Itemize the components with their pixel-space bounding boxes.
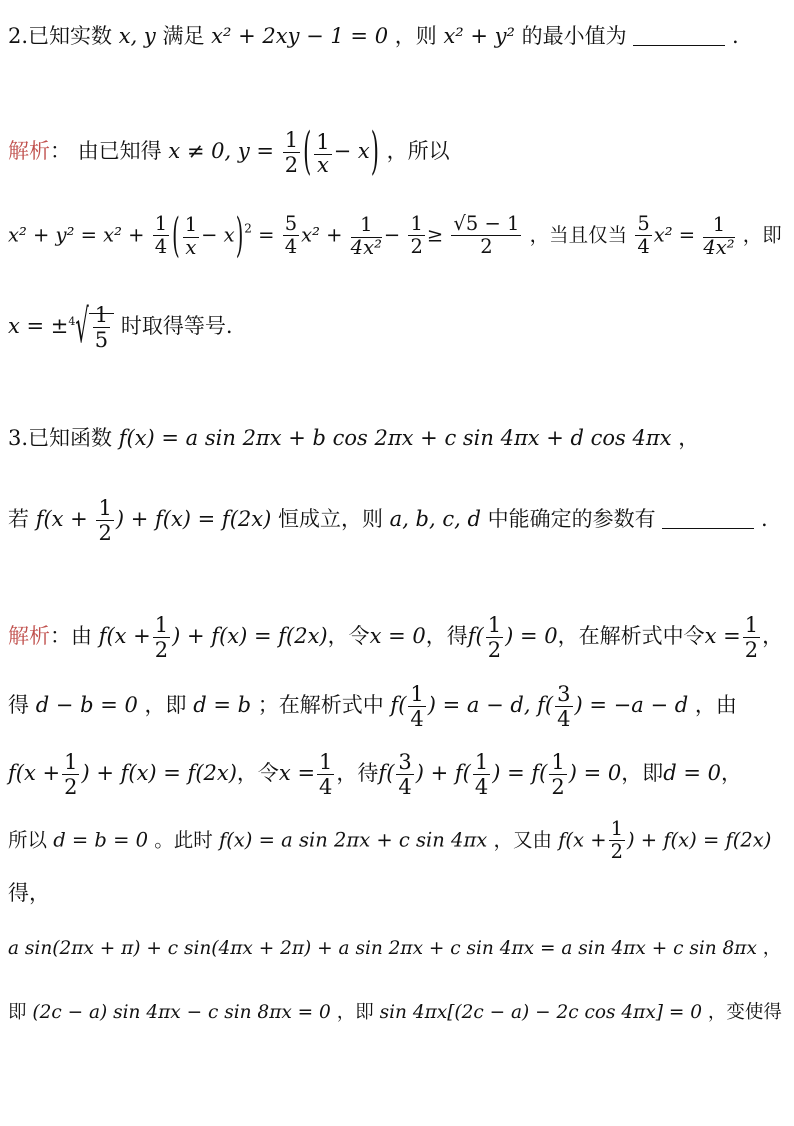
math: ) = 0 bbox=[568, 761, 622, 786]
text: ，即 bbox=[742, 223, 782, 247]
problem-3-line-2 bbox=[8, 496, 768, 545]
fraction: $\frac{1}{5}$ bbox=[94, 303, 109, 353]
math: ) + f(x) = f(2x) bbox=[115, 507, 272, 532]
solution-3-line-6 bbox=[8, 940, 781, 959]
fraction: $\frac{1}{4}$ bbox=[410, 682, 424, 732]
radical-sign: √ bbox=[75, 300, 89, 353]
fraction: $\frac{1}{4}$ bbox=[154, 212, 168, 259]
fraction: $\frac{1}{2}$ bbox=[154, 613, 169, 663]
math: ) = a − d, f( bbox=[427, 693, 554, 718]
fraction: $\frac{1}{2}$ bbox=[744, 613, 759, 663]
fraction: $\frac{1}{2}$ bbox=[284, 128, 299, 178]
text: . bbox=[732, 24, 739, 48]
fraction: $\frac{1}{2}$ bbox=[551, 750, 565, 800]
math: ) + f(x) = f(2x) bbox=[81, 761, 237, 786]
math: ) + f(x) = f(2x) bbox=[627, 828, 772, 852]
fraction: $\frac{1}{4}$ bbox=[474, 750, 489, 800]
fraction: $\frac{3}{4}$ bbox=[557, 682, 571, 732]
fraction: $\frac{5}{4}$ bbox=[284, 212, 298, 259]
function-definition: f(x) = a sin 2πx + b cos 2πx + c sin 4πx + d cos 4πx bbox=[118, 426, 672, 450]
text: ， bbox=[678, 426, 700, 450]
math: x = ± bbox=[8, 314, 69, 339]
text: 即 bbox=[8, 1002, 27, 1023]
text: 若 bbox=[8, 507, 29, 532]
math: x = 0 bbox=[369, 624, 426, 649]
answer-blank bbox=[662, 528, 754, 529]
problem-3-number-text: 3.已知函数 bbox=[8, 426, 113, 450]
text: 中能确定的参数有 bbox=[487, 507, 656, 532]
solution-2-line-3 bbox=[8, 300, 233, 353]
solution-label: 解析 bbox=[8, 624, 50, 649]
text: 。此时 bbox=[154, 828, 213, 852]
text: 由 bbox=[71, 624, 92, 649]
text: ；在解析式中 bbox=[257, 693, 384, 718]
math: x² + y² = x² + bbox=[8, 223, 145, 247]
text: ： bbox=[50, 139, 71, 164]
fraction: $\frac{1}{2}$ bbox=[98, 496, 112, 546]
math: a, b, c, d bbox=[389, 507, 481, 532]
problem-2-target: x² + y² bbox=[443, 24, 515, 48]
solution-label: 解析 bbox=[8, 139, 50, 164]
problem-2-condition: x² + 2xy − 1 = 0 bbox=[211, 24, 389, 48]
math: d = 0 bbox=[663, 761, 721, 786]
math: (2c − a) sin 4πx − c sin 8πx = 0 bbox=[32, 1002, 331, 1023]
text: ，由 bbox=[694, 693, 737, 718]
text: 恒成立，则 bbox=[277, 507, 383, 532]
root-index: 4 bbox=[68, 315, 76, 329]
math: d = b bbox=[193, 693, 252, 718]
text: ，令 bbox=[236, 761, 279, 786]
fraction: $\frac{1}{2}$ bbox=[64, 750, 78, 800]
fraction: $\frac{1}{x}$ bbox=[184, 213, 198, 259]
math: − x bbox=[201, 223, 235, 247]
answer-blank bbox=[633, 45, 725, 46]
text: 得 bbox=[8, 693, 29, 718]
problem-2-stem bbox=[8, 26, 739, 47]
solution-3-line-1 bbox=[8, 613, 783, 662]
math: ) + f(x) = f(2x) bbox=[172, 624, 328, 649]
math: sin 4πx[(2c − a) − 2c cos 4πx] = 0 bbox=[379, 1002, 703, 1023]
text: ： bbox=[50, 624, 71, 649]
fraction: $\frac{1}{\text{4x²}}$ bbox=[703, 213, 735, 259]
text: ，得 bbox=[425, 624, 468, 649]
problem-2-vars: x, y bbox=[118, 24, 156, 48]
math: f( bbox=[467, 624, 484, 649]
solution-2-line-2: x² + y² = x² + $\frac{1}{4}$ ( $\frac{1}{x} - x)^2$ = $\frac{5}{4}$ x² + $\frac{1}{\text{4x²}}$ − $\frac{1}{2}$ ≥ $\frac{√5 - 1}{2}$ ，当且仅当 $\frac{5}{4}$ x² = $\frac{1}{\text{4x²}}$ ，即 bbox=[8, 207, 782, 263]
fraction: $\frac{5}{4}$ bbox=[637, 212, 650, 259]
fraction: $\frac{3}{4}$ bbox=[398, 750, 412, 800]
math: x² + bbox=[301, 223, 343, 247]
math: f(x + bbox=[98, 624, 151, 649]
math: ≥ bbox=[426, 223, 444, 247]
math: − x bbox=[333, 139, 370, 164]
text: ，变使得 bbox=[707, 1002, 782, 1023]
solution-3-line-2 bbox=[8, 682, 737, 731]
text: ，令 bbox=[327, 624, 370, 649]
text: 由已知得 bbox=[77, 139, 162, 164]
math: f( bbox=[390, 693, 407, 718]
solution-2-line-1: 解析： 由已知得 x ≠ 0, y = $\frac{1}{2}$ ( $\frac{1}{x}- x$) ，所以 bbox=[8, 122, 450, 181]
text: ，即 bbox=[621, 761, 664, 786]
exponent: 2 bbox=[244, 221, 252, 236]
math: = bbox=[258, 223, 275, 247]
text: 所以 bbox=[8, 828, 48, 852]
fraction: $\frac{1}{4}$ bbox=[319, 750, 333, 800]
math: f(x + bbox=[8, 761, 61, 786]
text: 的最小值为 bbox=[521, 24, 627, 48]
text: ，待 bbox=[336, 761, 379, 786]
solution-3-line-5 bbox=[8, 883, 50, 904]
math: f(x + bbox=[35, 507, 88, 532]
math: ) + f( bbox=[415, 761, 471, 786]
fraction: $\frac{√5 - 1}{2}$ bbox=[453, 212, 520, 259]
text: 时取得等号. bbox=[120, 314, 233, 339]
math: − bbox=[383, 223, 401, 247]
text: 得， bbox=[8, 881, 50, 905]
math: x ≠ 0, y = bbox=[168, 139, 275, 164]
text: 满足 bbox=[162, 24, 205, 48]
solution-3-line-7 bbox=[8, 1004, 782, 1023]
fraction: $\frac{1}{2}$ bbox=[410, 212, 423, 259]
fraction: $\frac{1}{2}$ bbox=[610, 817, 623, 864]
math: ) = −a − d bbox=[574, 693, 689, 718]
solution-3-line-3 bbox=[8, 750, 742, 799]
math: x = bbox=[704, 624, 741, 649]
math: x² = bbox=[653, 223, 696, 247]
math: d = b = 0 bbox=[53, 828, 149, 852]
fraction: $\frac{1}{2}$ bbox=[487, 613, 502, 663]
text: ， bbox=[762, 624, 784, 649]
fraction: $\frac{1}{\text{4x²}}$ bbox=[350, 213, 382, 259]
problem-2-number-text: 2.已知实数 bbox=[8, 24, 113, 48]
text: ，在解析式中令 bbox=[557, 624, 705, 649]
text: ，当且仅当 bbox=[529, 223, 628, 247]
text: ，则 bbox=[394, 24, 437, 48]
math: a sin(2πx + π) + c sin(4πx + 2π) + a sin 2πx + c sin 4πx = a sin 4πx + c sin 8πx bbox=[8, 938, 757, 959]
text: ， bbox=[762, 938, 782, 959]
text: ，即 bbox=[144, 693, 187, 718]
solution-3-line-4 bbox=[8, 818, 771, 864]
text: ，即 bbox=[336, 1002, 374, 1023]
fraction: $\frac{1}{x}$ bbox=[316, 129, 330, 177]
math: f(x + bbox=[558, 828, 607, 852]
text: ，又由 bbox=[493, 828, 552, 852]
math: ) = 0 bbox=[505, 624, 558, 649]
text: . bbox=[760, 507, 768, 532]
math: f( bbox=[378, 761, 395, 786]
problem-3-line-1 bbox=[8, 428, 699, 449]
text: ， bbox=[720, 761, 742, 786]
text: ，所以 bbox=[386, 139, 450, 164]
math: ) = f( bbox=[492, 761, 548, 786]
math: x = bbox=[278, 761, 316, 786]
math: d − b = 0 bbox=[35, 693, 138, 718]
math: f(x) = a sin 2πx + c sin 4πx bbox=[218, 828, 488, 852]
